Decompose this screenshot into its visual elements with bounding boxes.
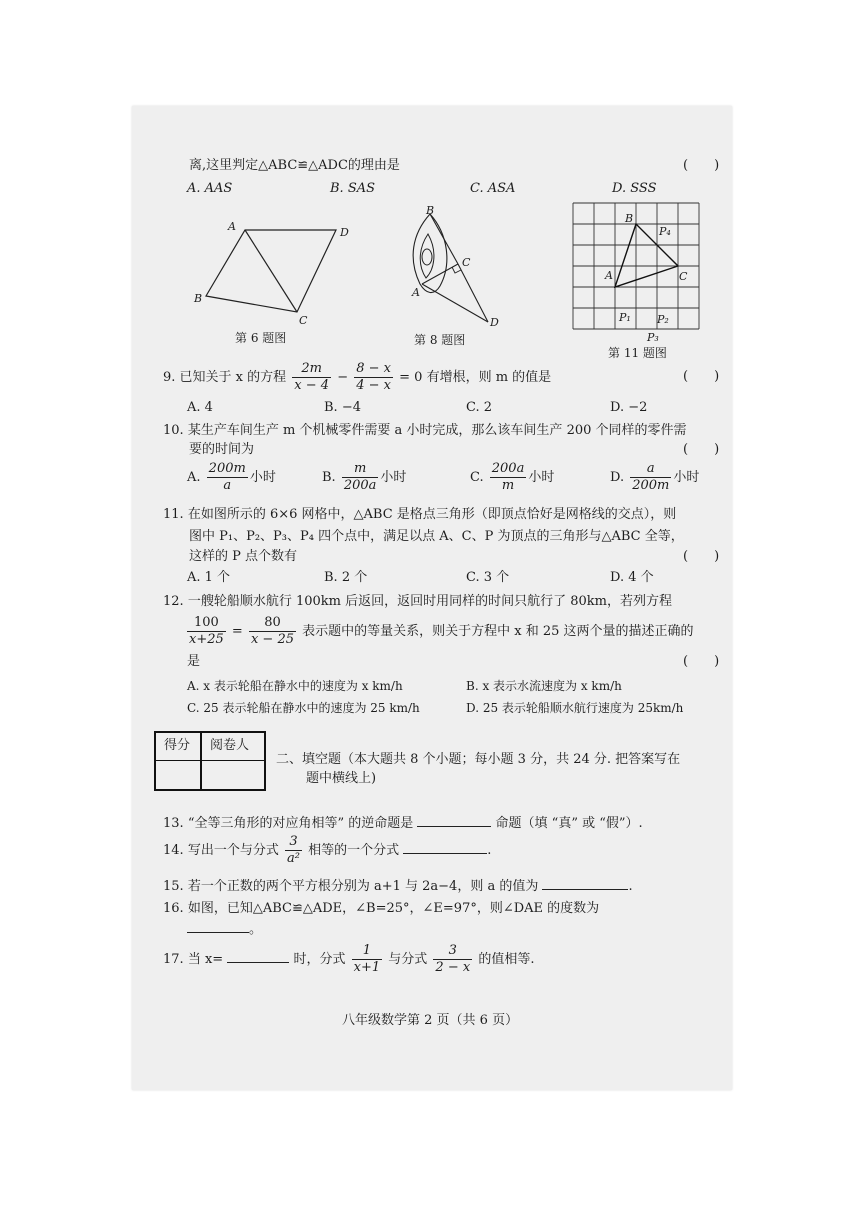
q13 <box>163 814 643 832</box>
fig8-label-c: C <box>462 256 471 269</box>
q12-text-1: 一艘轮船顺水航行 100km 后返回，返回时用同样的时间只航行了 80km，若列方程 <box>187 594 672 609</box>
q11-answer-paren: ( ) <box>683 549 720 564</box>
q14-text-post: 相等的一个分式 <box>308 843 400 858</box>
q8-stem-tail: 离,这里判定△ABC≌△ADC的理由是 <box>189 158 400 173</box>
fig11-label-p4: P₄ <box>659 225 671 238</box>
q16-line-2: 。 <box>187 920 262 938</box>
q17-text-post: 的值相等. <box>478 952 535 967</box>
q12-line-3: 是 <box>187 654 201 669</box>
score-grader-box <box>154 731 266 791</box>
section-2-heading-line-1: 二、填空题（本大题共 8 个小题；每小题 3 分，共 24 分. 把答案写在 <box>276 752 681 767</box>
q11-option-d: D. 4 个 <box>610 570 654 585</box>
fig11-label-c: C <box>679 270 688 283</box>
q9-option-b: B. −4 <box>324 400 361 415</box>
q8-option-c: C. ASA <box>470 181 516 196</box>
fig6-label-c: C <box>299 314 308 327</box>
fig8-label-d: D <box>490 316 499 329</box>
fig6-label-b: B <box>194 292 203 305</box>
fig11-label-p1: P₁ <box>619 311 631 324</box>
fig11-label-b: B <box>625 212 634 225</box>
q16-text: 如图，已知△ABC≌△ADE，∠B=25°，∠E=97°，则∠DAE 的度数为 <box>187 901 600 916</box>
q10-answer-paren: ( ) <box>683 442 720 457</box>
fig6-label-d: D <box>340 226 349 239</box>
q15: 15. 若一个正数的两个平方根分别为 a+1 与 2a−4，则 a 的值为 . <box>163 879 633 894</box>
q16-number: 16. <box>163 901 184 916</box>
q17-text-mid-2: 与分式 <box>388 952 428 967</box>
q9-option-d: D. −2 <box>610 400 648 415</box>
q11-line-1 <box>163 507 676 523</box>
q8-option-a: A. AAS <box>187 181 233 196</box>
q13-answer-blank[interactable] <box>417 814 491 827</box>
q9-f1-den: x − 4 <box>294 378 330 393</box>
q11-text-1: 在如图所示的 6×6 网格中，△ABC 是格点三角形（即顶点恰好是网格线的交点），则 <box>187 507 677 522</box>
q10-option-a: A. $\frac{200m}{a}$ 小时 <box>187 461 276 493</box>
q17-text-pre: 当 x= <box>187 952 224 967</box>
q12-option-a: A. x 表示轮船在静水中的速度为 x km/h <box>187 679 403 693</box>
q8-option-b: B. SAS <box>330 181 376 196</box>
q9-f1-num: 2m <box>292 361 331 378</box>
q10-text-1: 某生产车间生产 m 个机械零件需要 a 小时完成，那么该车间生产 200 个同样的零件需 <box>187 423 687 438</box>
q12-line-1 <box>163 594 672 610</box>
q11-option-c: C. 3 个 <box>466 570 510 585</box>
q12-number: 12. <box>163 594 184 609</box>
q12-line-2 <box>185 612 694 652</box>
figure-6-quadrilateral <box>190 218 360 338</box>
q14-fraction: $\frac{3}{\text{a²}}$ <box>286 834 300 866</box>
q15-answer-blank[interactable] <box>542 877 628 890</box>
q9-answer-paren: ( ) <box>683 369 720 384</box>
q9-number: 9. <box>163 370 176 385</box>
q15-number: 15. <box>163 879 184 894</box>
grader-label: 阅卷人 <box>210 738 250 753</box>
q12-option-b: B. x 表示水流速度为 x km/h <box>466 679 622 693</box>
fig11-caption: 第 11 题图 <box>608 346 667 360</box>
q9-text-pre: 已知关于 x 的方程 <box>179 370 287 385</box>
q11-line-2: 图中 P₁、P₂、P₃、P₄ 四个点中，满足以点 A、C、P 为顶点的三角形与△ABC 全等， <box>189 529 684 544</box>
q16-line-1 <box>163 901 599 917</box>
q9-text-post: = 0 有增根，则 m 的值是 <box>399 370 552 385</box>
score-entry-cell[interactable] <box>156 761 200 789</box>
fig6-caption: 第 6 题图 <box>235 331 287 345</box>
q9-option-a: A. 4 <box>187 400 213 415</box>
q10-option-b: B. $\frac{m}{200a}$ 小时 <box>322 461 407 493</box>
q12-option-d: D. 25 表示轮船顺水航行速度为 25km/h <box>466 701 684 715</box>
q13-text-pre: “全等三角形的对应角相等” 的逆命题是 <box>187 816 414 831</box>
score-label: 得分 <box>164 738 191 753</box>
q14-answer-blank[interactable] <box>403 841 487 854</box>
fig6-label-a: A <box>228 220 236 233</box>
q9-fraction-2 <box>354 361 393 394</box>
q17-number: 17. <box>163 952 184 967</box>
q9-fraction-1 <box>292 361 331 394</box>
q11-line-3: 这样的 P 点个数有 <box>189 549 298 564</box>
fig11-label-a: A <box>605 269 613 282</box>
q12-fraction-2: $\frac{80}{x - 25}$ <box>250 615 294 647</box>
fig11-label-p3: P₃ <box>647 331 659 344</box>
q17-fraction-1: $\frac{1}{x+1}$ <box>353 943 381 975</box>
q16-answer-blank[interactable] <box>187 920 249 933</box>
q9-option-c: C. 2 <box>466 400 493 415</box>
q9-f2-num: 8 − x <box>356 361 392 376</box>
q17-text-mid: 时，分式 <box>293 952 346 967</box>
q12-fraction-1: $\frac{100}{x+25}$ <box>189 615 224 647</box>
q12-option-c: C. 25 表示轮船在静水中的速度为 25 km/h <box>187 701 420 715</box>
q14-number: 14. <box>163 843 184 858</box>
q13-text-post: 命题（填 “真” 或 “假”）. <box>495 816 643 831</box>
q10-option-c: C. $\frac{200a}{m}$ 小时 <box>470 461 555 493</box>
q10-number: 10. <box>163 423 184 438</box>
grader-entry-cell[interactable] <box>202 761 264 789</box>
q10-line-2: 要的时间为 <box>189 442 255 457</box>
q10-option-d: D. $\frac{a}{200m}$ 小时 <box>610 461 700 493</box>
q9-stem <box>163 358 551 398</box>
page-footer: 八年级数学第 2 页（共 6 页） <box>342 1013 519 1028</box>
section-2-heading-line-2: 题中横线上) <box>306 771 377 786</box>
q17 <box>163 940 534 980</box>
q13-number: 13. <box>163 816 184 831</box>
q15-text: 若一个正数的两个平方根分别为 a+1 与 2a−4，则 a 的值为 <box>187 879 539 894</box>
q9-f2-den: 4 − x <box>356 378 392 393</box>
q12-equals: = <box>231 624 243 639</box>
q17-fraction-2: $\frac{3}{2 - x}$ <box>435 943 471 975</box>
q10-line-1 <box>163 423 687 439</box>
figure-8-diagram <box>402 204 512 334</box>
q8-option-d: D. SSS <box>612 181 657 196</box>
q17-answer-blank[interactable] <box>227 950 289 963</box>
q11-option-b: B. 2 个 <box>324 570 368 585</box>
fig8-caption: 第 8 题图 <box>414 333 466 347</box>
q8-answer-paren: ( ) <box>683 158 720 173</box>
q14-text-pre: 写出一个与分式 <box>187 843 279 858</box>
figure-11-grid <box>573 203 703 343</box>
q12-text-2: 表示题中的等量关系，则关于方程中 x 和 25 这两个量的描述正确的 <box>302 624 694 639</box>
q9-minus: − <box>337 370 349 385</box>
q11-number: 11. <box>163 507 184 522</box>
q12-answer-paren: ( ) <box>683 654 720 669</box>
fig8-label-b: B <box>426 204 435 217</box>
fig8-label-a: A <box>412 286 420 299</box>
q14: 14. 写出一个与分式 $\frac{3}{\text{a²}}$ 相等的一个分式 . <box>163 834 492 866</box>
q11-option-a: A. 1 个 <box>187 570 231 585</box>
fig11-label-p2: P₂ <box>657 313 669 326</box>
